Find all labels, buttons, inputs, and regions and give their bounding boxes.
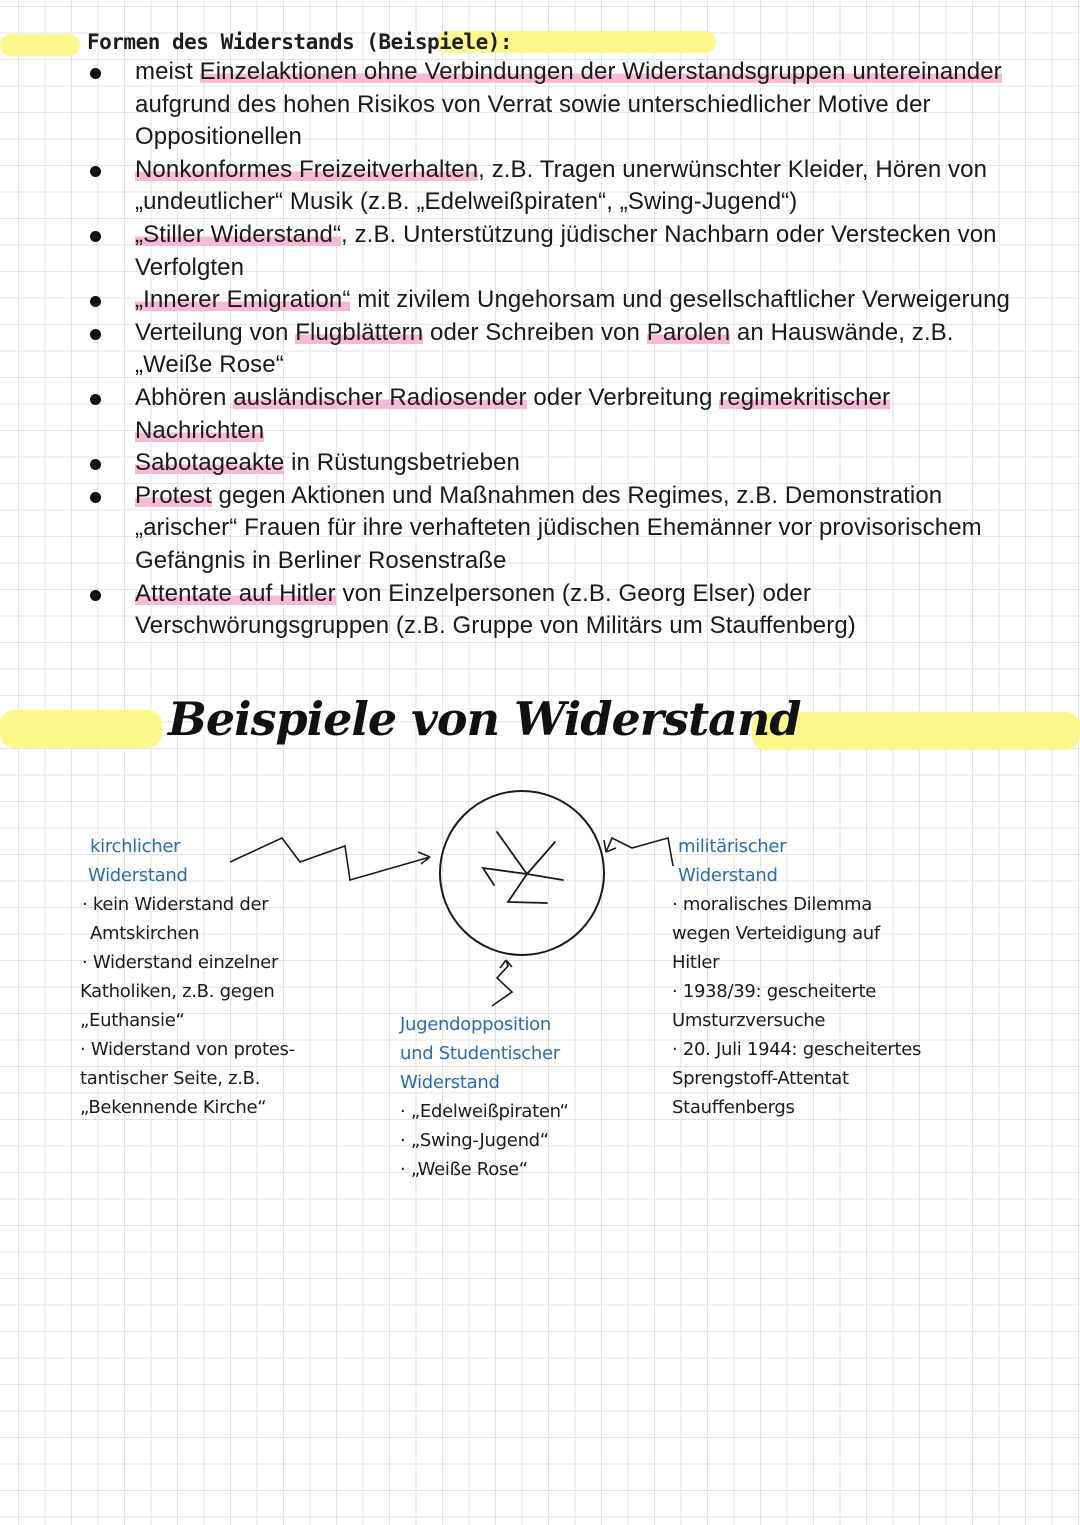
youth-line: · „Weiße Rose“ [400,1159,528,1180]
military-resistance-block [672,832,921,1122]
item-text: meist [135,58,200,85]
item-text: oder Verbreitung [526,383,720,411]
arrow-bottom [492,960,512,1006]
church-line: „Bekennende Kirche“ [80,1097,267,1118]
highlighted-text: regimekritischer Nachrichten [135,383,891,444]
section-heading: Formen des Widerstands (Beispiele): [87,30,513,54]
church-line: Katholiken, z.B. gegen [80,981,275,1002]
military-line: Hitler [672,952,720,973]
church-line: · kein Widerstand der [82,894,269,915]
youth-heading: und Studentischer [400,1043,560,1064]
military-line: · 20. Juli 1944: gescheitertes [672,1039,922,1060]
military-line: Stauffenbergs [672,1097,795,1118]
church-resistance-block [80,832,295,1122]
item-text: Abhören [135,383,234,411]
item-text: an Hauswände, z.B. „Weiße Rose“ [135,318,954,379]
highlighted-text: Protest [135,481,212,509]
church-heading: Widerstand [88,865,188,886]
church-line: tantischer Seite, z.B. [80,1068,261,1089]
highlighted-text: Einzelaktionen ohne Verbindungen der Widerstandsgruppen untereinander [199,58,1002,85]
highlighted-text: Sabotageakte [135,449,285,477]
item-text: , z.B. Unterstützung jüdischer Nachbarn oder Verstecken von Verfolgten [135,220,997,281]
military-line: Umsturzversuche [672,1010,826,1031]
center-symbol [483,832,563,903]
youth-line: · „Swing-Jugend“ [400,1130,549,1151]
highlighted-text: Attentate auf Hitler [135,579,336,607]
item-text: , z.B. Tragen unerwünschter Kleider, Hören von „undeutlicher“ Musik (z.B. „Edelweißpiraten“, „Swing-Jugend“) [135,155,988,216]
youth-heading: Jugendopposition [400,1014,551,1035]
military-line: wegen Verteidigung auf [672,923,880,944]
military-heading: Widerstand [678,865,778,886]
church-line: „Euthansie“ [80,1010,185,1031]
item-text: oder Schreiben von [423,318,647,346]
military-line: · 1938/39: gescheiterte [672,981,877,1002]
youth-resistance-block [400,1010,569,1184]
highlighted-text: Nonkonformes Freizeitverhalten [135,155,479,183]
highlighted-text: Parolen [646,318,731,346]
military-line: Sprengstoff-Attentat [672,1068,849,1089]
item-text: aufgrund des hohen Risikos von Verrat sowie unterschiedlicher Motive der Oppositionellen [135,90,931,151]
arrow-right [604,838,673,866]
item-text: in Rüstungsbetrieben [284,449,520,477]
highlighted-text: ausländischer Radiosender [233,383,527,411]
church-heading: kirchlicher [90,836,181,857]
military-heading: militärischer [678,836,787,857]
military-line: · moralisches Dilemma [672,894,873,915]
highlighted-text: „Innerer Emigration“ [135,286,351,314]
item-text: von Einzelpersonen (z.B. Georg Elser) oder Verschwörungsgruppen (z.B. Gruppe von Militärs um Stauffenberg) [135,579,856,640]
youth-line: · „Edelweißpiraten“ [400,1101,569,1122]
item-text: Verteilung von [135,318,296,346]
item-text: mit zivilem Ungehorsam und gesellschaftlicher Verweigerung [350,286,1010,314]
highlighted-text: Flugblättern [295,318,424,346]
youth-heading: Widerstand [400,1072,500,1093]
highlighted-text: „Stiller Widerstand“ [135,220,342,248]
church-line: · Widerstand einzelner [82,952,279,973]
diagram-title: Beispiele von Widerstand [168,692,801,746]
church-line: · Widerstand von protes- [80,1039,295,1060]
church-line: Amtskirchen [90,923,200,944]
item-text: gegen Aktionen und Maßnahmen des Regimes, z.B. Demonstration „arischer“ Frauen für ihre verhafteten jüdischen Ehemänner vor provisorischem Gefängnis in Berliner Rosenstraße [135,481,982,574]
